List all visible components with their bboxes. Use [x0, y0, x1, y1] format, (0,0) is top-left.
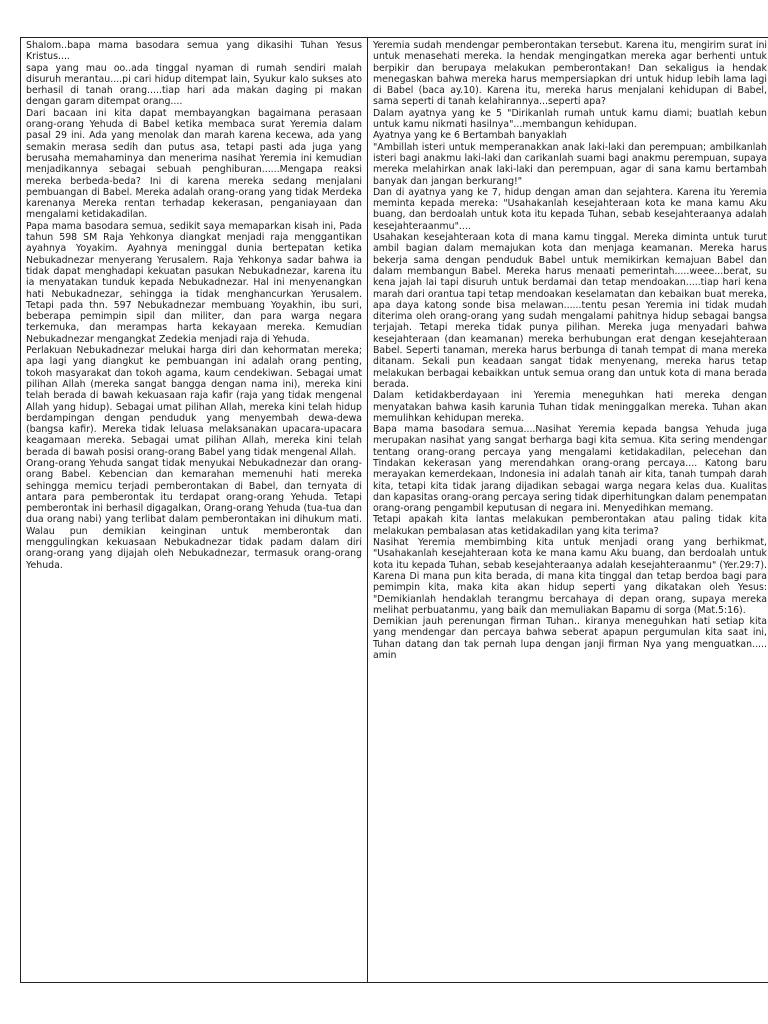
- left-column: [21, 38, 368, 983]
- paragraph-wisdom: Nasihat Yeremia membimbing kita untuk menjadi orang yang berhikmat, "Usahakanlah kesejahteraan kota ke mana kamu Aku buang, dan berdoalah untuk kota itu kepada Tuhan, sebab kesejahteraanya adalah kesejahteraanmu" (Yer.29:7). Karena Di mana pun kita berada, di mana kita tinggal dan tetap berdoa bagi para pemimpin kita, maka kita akan hidup seperti yang dikatakan oleh Yesus: "Demikianlah hendaklah terangmu bercahaya di depan orang, supaya mereka melihat perbuatanmu, yang baik dan memuliakan Bapamu di sorga (Mat.5:16).: [373, 537, 767, 616]
- paragraph-verse-6-quote: "Ambillah isteri untuk memperanakkan anak laki-laki dan perempuan; ambilkanlah isteri bagi anakmu laki-laki dan carikanlah suami bagi anakmu perempuan, supaya mereka melahirkan anak laki-laki dan perempuan, agar di sana kamu bertambah banyak dan jangan berkurang!": [373, 141, 767, 187]
- table-row: [21, 38, 768, 983]
- paragraph-question: Tetapi apakah kita lantas melakukan pemberontakan atau paling tidak kita melakukan pembalasan atas ketidakadilan yang kita terima?: [373, 514, 767, 537]
- right-column: [368, 38, 768, 983]
- paragraph-helplessness: Dalam ketidakberdayaan ini Yeremia meneguhkan hati mereka dengan menyatakan bahwa kasih karunia Tuhan tidak meninggalkan mereka. Tuhan akan memulihkan kehidupan mereka.: [373, 390, 767, 424]
- paragraph-treatment: Perlakuan Nebukadnezar melukai harga diri dan kehormatan mereka; apa lagi yang diangkut ke pembuangan ini adalah orang penting, tokoh masyarakat dan tokoh agama, kaum cendekiwan. Sebagai umat pilihan Allah (mereka sangat bangga dengan nama ini), mereka kini telah berada di bawah kekuasaan raja kafir (raja yang tidak mengenal Allah yang hidup). Sebagai umat pilihan Allah, mereka kini telah hidup berdampingan dengan penduduk yang menyembah dewa-dewa (bangsa kafir). Mereka tidak leluasa melaksanakan upacara-upacara keagamaan mereka. Sebagai umat pilihan Allah, mereka kini telah berada di bawah posisi orang-orang Babel yang tidak mengenal Allah.: [26, 345, 362, 458]
- paragraph-verse-5: Dalam ayatnya yang ke 5 "Dirikanlah rumah untuk kamu diami; buatlah kebun untuk kamu nikmati hasilnya"...membangun kehidupan.: [373, 107, 767, 131]
- paragraph-verse-7: Dan di ayatnya yang ke 7, hidup dengan aman dan sejahtera. Karena itu Yeremia meminta kepada mereka: "Usahakanlah kesejahteraan kota ke mana kamu Aku buang, dan berdoalah untuk kota itu kepada Tuhan, sebab kesejahteraanya adalah kesejahteraanmu"....: [373, 186, 767, 232]
- paragraph-closing: Demikian jauh perenungan firman Tuhan.. kiranya meneguhkan hati setiap kita yang mendengar dan percaya bahwa seberat apapun pergumulan kita saat ini, Tuhan datang dan tak pernah lupa dengan janji firman Nya yang menguatkan..... amin: [373, 616, 767, 662]
- paragraph-reaction: Dari bacaan ini kita dapat membayangkan bagaimana perasaan orang-orang Yehuda di Babel ketika membaca surat Yeremia dalam pasal 29 ini. Ada yang menolak dan marah karena kecewa, ada yang semakin merasa sedih dan putus asa, tetapi pasti ada juga yang berusaha memahaminya dan menerima nasihat Yeremia ini kemudian menjadikannya sebagai sebuah penghiburan......Mengapa reaksi mereka berbeda-beda? Ini di karena mereka sedang menjalani pembuangan di Babel. Mereka adalah orang-orang yang tidak Merdeka karenanya Mereka rentan terhadap kekerasan, penganiayaan dan mengalami ketidakadilan.: [26, 107, 362, 221]
- paragraph-application: Bapa mama basodara semua....Nasihat Yeremia kepada bangsa Yehuda juga merupakan nasihat yang sangat berharga bagi kita semua. Kita sering mendengar tentang orang-orang percaya yang mengalami ketidakadilan, pelecehan dan Tindakan kekerasan yang merendahkan orang-orang percaya.... Katong baru merayakan kemerdekaan, Indonesia ini adalah tanah air kita, tanah tumpah darah kita, tetapi kita tidak jarang dijadikan sebagai warga negara kelas dua. Kualitas dan kapasitas orang-orang percaya sering tidak diperhitungkan dalam penempatan orang-orang pengambil keputusan di negara ini. Menyedihkan memang.: [373, 424, 767, 515]
- paragraph-jeremiah-letter: Yeremia sudah mendengar pemberontakan tersebut. Karena itu, mengirim surat ini untuk menasehati mereka. Ia hendak mengingatkan mereka agar berhenti untuk berpikir dan berupaya melakukan pemberontakan! Dan sekaligus ia hendak menegaskan bahwa mereka harus mempersiapkan dri untuk hidup lebih lama lagi di Babel (baca ay.10). Karena itu, mereka harus menjalani kehidupan di Babel, sama seperti di tanah kelahirannya...seperti apa?: [373, 40, 767, 108]
- paragraph-history: Papa mama basodara semua, sedikit saya memaparkan kisah ini, Pada tahun 598 SM Raja Yehkonya diangkat menjadi raja menggantikan ayahnya Yoyakim. Ayahnya meninggal dunia bertepatan ketika Nebukadnezar menyerang Yerusalem. Raja Yehkonya sadar bahwa ia tidak dapat menghadapi kekuatan pasukan Nebukadnezar, karena itu ia menyatakan tunduk kepada Nebukadnezar. Hal ini menyenangkan hati Nebukadnezar, sehingga ia tidak menghancurkan Yerusalem. Tetapi pada thn. 597 Nebukadnezar membuang Yoyakhin, ibu suri, beberapa pemimpin sipil dan militer, dan para warga negara terkemuka, dan merampas harta kekayaan mereka. Kemudian Nebukadnezar mengangkat Zedekia menjadi raja di Yehuda.: [26, 220, 362, 345]
- paragraph-welfare: Usahakan kesejahteraan kota di mana kamu tinggal. Mereka diminta untuk turut ambil bagian dalam memajukan kota dan menjaga keamanan. Mereka harus bekerja sama dengan penduduk Babel untuk memikirkan kemajuan Babel dan dalam membangun Babel. Mereka harus menaati pemerintah.....weee...berat, su kena jajah lai tapi disuruh untuk berdamai dan tetap mendoakan.....tiap hari kena marah dari orantua tapi tetap mendoakan keselamatan dan kebaikan buat mereka, apa daya katong sonde bisa melawan......tentu pesan Yeremia ini tidak mudah diterima oleh orang-orang yang sudah mengalami pahitnya hidup sebagai bangsa terjajah. Tetapi mereka tidak punya pilihan. Mereka juga menyadari bahwa kesejahteraan (dan keamanan) mereka berhubungan erat dengan kesejahteraan Babel. Seperti tanaman, mereka harus berbunga di tanah tempat di mana mereka ditanam. Sekali pun keadaan sangat tidak menyenang, mereka harus tetap melakukan berbagai kebaikkan untuk semua orang dan untuk kota di mana berada berada.: [373, 232, 767, 390]
- paragraph-greeting: Shalom..bapa mama basodara semua yang dikasihi Tuhan Yesus Kristus.... sapa yang mau oo..ada tinggal nyaman di rumah sendiri malah disuruh merantau....pi cari hidup ditempat lain, Syukur kalo sukses ato berhasil di tanah orang.....tiap hari ada makan daging pi makan dengan garam ditempat orang....: [26, 40, 362, 108]
- paragraph-verse-6-heading: Ayatnya yang ke 6 Bertambah banyaklah: [373, 130, 567, 142]
- paragraph-rebellion: Orang-orang Yehuda sangat tidak menyukai Nebukadnezar dan orang-orang Babel. Kebencian dan kemarahan memenuhi hati mereka sehingga memicu terjadi pemberontakan di Babel, dan ternyata di antara para pemberontak itu terdapat orang-orang Yehuda. Tetapi pemberontak ini berhasil digagalkan, Orang-orang Yehuda (tua-tua dan dua orang nabi) yang terlibat dalam pemberontakan ini dihukum mati. Walau pun demikian keinginan untuk memberontak dan menggulingkan kekuasaan Nebukadnezar tidak padam dalam diri orang-orang yang dijajah oleh Nebukadnezar, termasuk orang-orang Yehuda.: [26, 457, 362, 571]
- sermon-table: [20, 37, 768, 983]
